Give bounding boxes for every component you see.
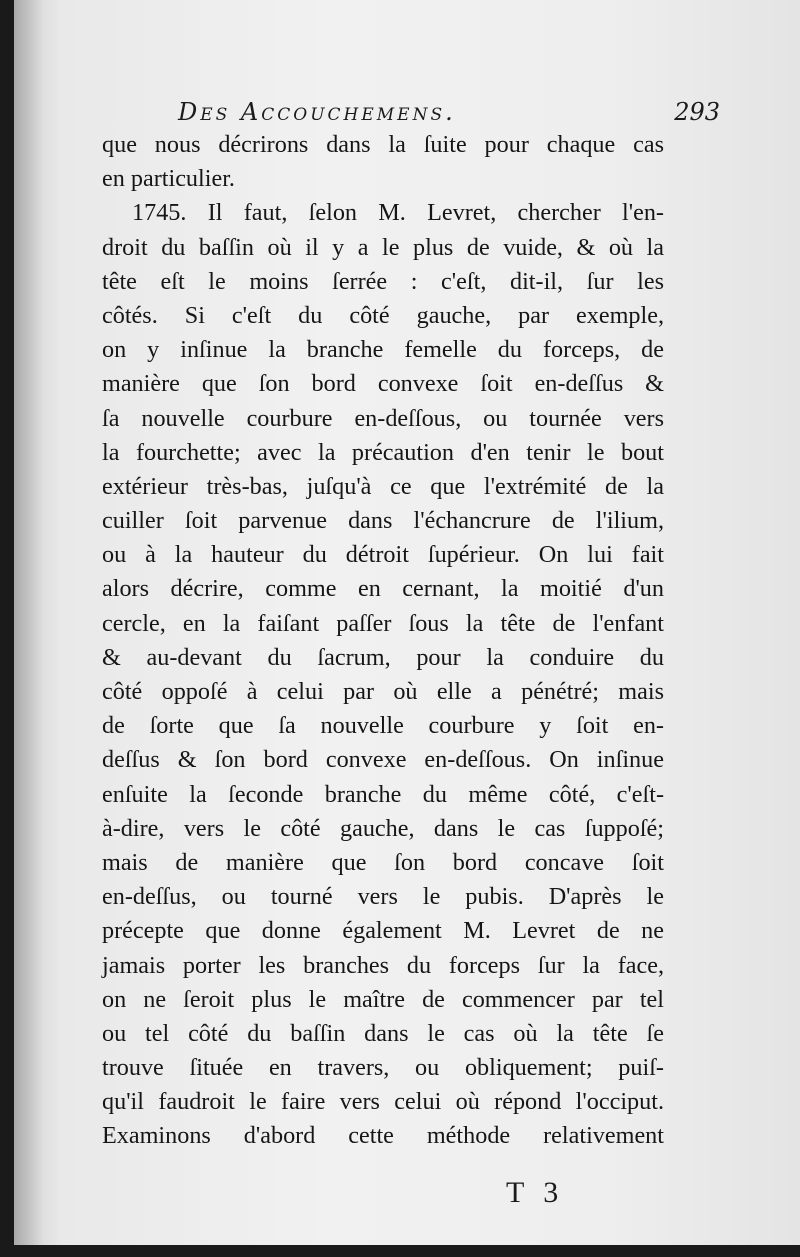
text-line: jamais porter les branches du forceps ſur la face, [102,951,664,979]
text-line: extérieur très-bas, juſqu'à ce que l'extrémité de la [102,472,664,500]
text-line: 1745. Il faut, ſelon M. Levret, chercher l'en- [132,199,664,227]
text-line: tête eſt le moins ſerrée : c'eſt, dit-il, ſur les [102,267,664,295]
text-line: on ne ſeroit plus le maître de commencer par tel [102,985,664,1013]
text-line: enſuite la ſeconde branche du même côté, c'eſt- [102,780,664,808]
text-line: cuiller ſoit parvenue dans l'échancrure de l'ilium, [102,507,664,535]
text-line: cercle, en la faiſant paſſer ſous la tête de l'enfant [102,609,664,637]
body-text [102,128,664,1154]
text-line: mais de manière que ſon bord concave ſoit [102,848,664,876]
page-number: 293 [674,98,720,126]
text-line: ſa nouvelle courbure en-deſſous, ou tournée vers [102,404,664,432]
text-line: qu'il faudroit le faire vers celui où répond l'occiput. [102,1088,664,1116]
text-line: ou tel côté du baſſin dans le cas où la tête ſe [102,1019,664,1047]
text-line: de ſorte que ſa nouvelle courbure y ſoit en- [102,712,664,740]
text-line: côtés. Si c'eſt du côté gauche, par exemple, [102,301,664,329]
text-line: alors décrire, comme en cernant, la moitié d'un [102,575,664,603]
text-line: que nous décrirons dans la ſuite pour chaque cas [102,131,664,158]
text-line: manière que ſon bord convexe ſoit en-deſſus & [102,370,664,398]
text-line: on y inſinue la branche femelle du forceps, de [102,336,664,364]
signature-mark: T 3 [506,1176,565,1209]
text-line: côté oppoſé à celui par où elle a pénétré; mais [102,678,664,705]
text-line: trouve ſituée en travers, ou obliquement; puiſ- [102,1054,664,1082]
text-line: Examinons d'abord cette méthode relativement [102,1122,664,1150]
text-line: en-deſſus, ou tourné vers le pubis. D'après le [102,883,664,911]
text-line: & au-devant du ſacrum, pour la conduire du [102,643,664,671]
running-header [112,96,720,130]
page-gutter-shadow [14,0,44,1245]
text-line: en particulier. [102,165,235,193]
text-line: à-dire, vers le côté gauche, dans le cas ſuppoſé; [102,814,664,842]
running-title: Des Accouchemens. [178,98,456,126]
text-line: ou à la hauteur du détroit ſupérieur. On lui fait [102,541,664,569]
book-page [14,0,800,1245]
text-line: droit du baſſin où il y a le plus de vuide, & où la [102,233,664,261]
text-line: la fourchette; avec la précaution d'en tenir le bout [102,438,664,466]
text-line: précepte que donne également M. Levret de ne [102,917,664,945]
text-line: deſſus & ſon bord convexe en-deſſous. On inſinue [102,746,664,774]
